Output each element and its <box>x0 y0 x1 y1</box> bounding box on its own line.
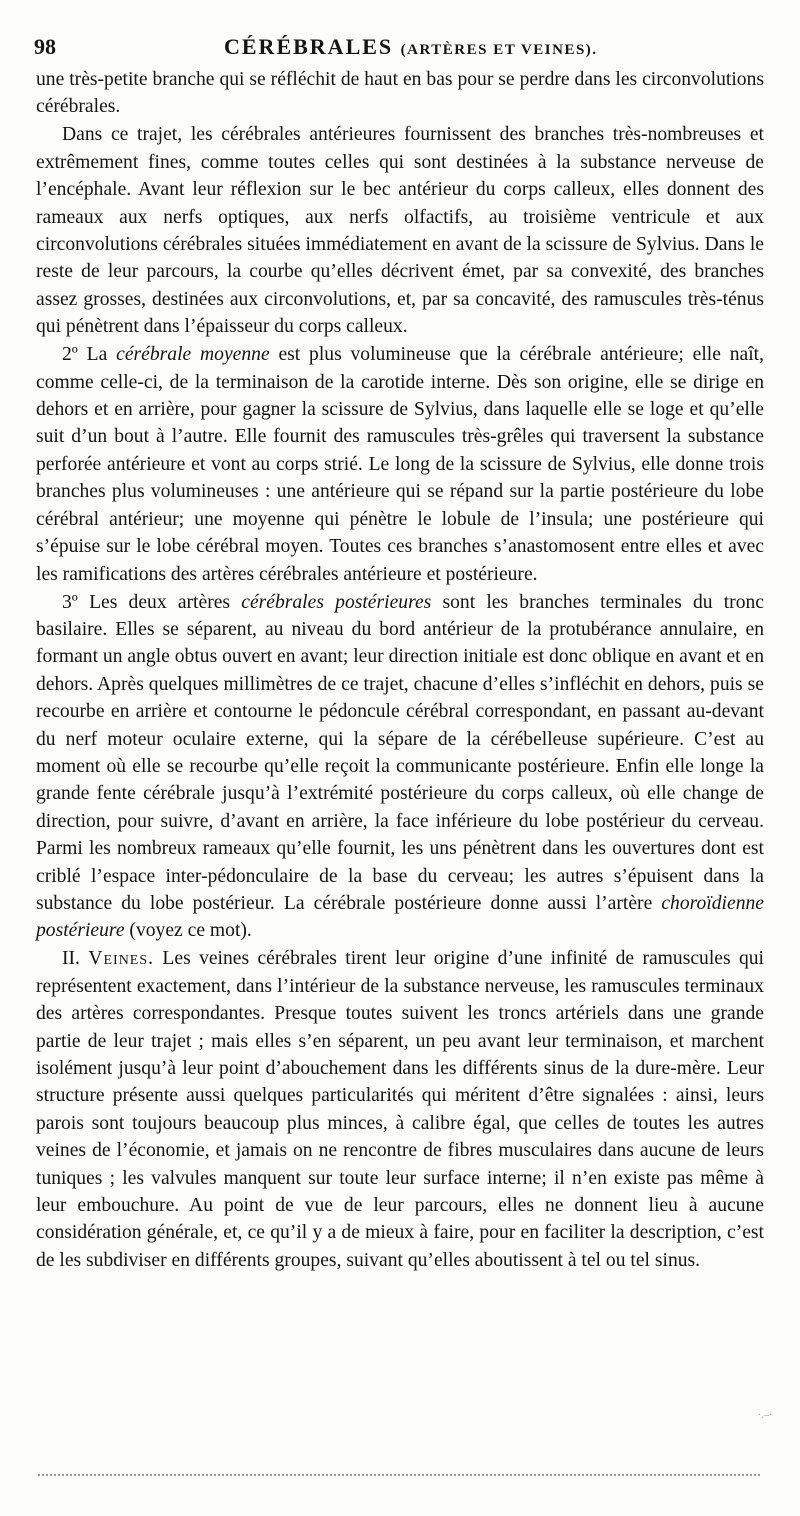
paragraph-posterior-cerebral <box>36 589 764 945</box>
bottom-rule <box>38 1474 760 1476</box>
running-title-sub: (ARTÈRES ET VEINES). <box>400 42 598 58</box>
italic-term: cérébrales postérieures <box>241 591 432 613</box>
body-text <box>36 66 764 1274</box>
paragraph-continuation: une très-petite branche qui se réfléchit de haut en bas pour se perdre dans les circonvolutions cérébrales. <box>36 69 764 118</box>
running-title-main: CÉRÉBRALES <box>224 34 394 59</box>
print-specks: ·.–· <box>758 1410 773 1421</box>
paragraph-suffix: (voyez ce mot). <box>124 920 252 942</box>
section-number: II. <box>62 948 89 970</box>
running-title <box>224 34 598 60</box>
running-head <box>34 30 774 60</box>
paragraph-prefix: 2º La <box>62 344 117 366</box>
italic-term: cérébrale moyenne <box>116 344 270 366</box>
paragraph-middle-cerebral <box>36 341 764 588</box>
paragraph-anterior-branches: Dans ce trajet, les cérébrales antérieures fournissent des branches très-nombreuses et extrêmement fines, comme toutes celles qui sont destinées à la substance nerveuse de l’encéphale. Avant leur réflexion sur le bec antérieur du corps calleux, elles donnent des rameaux aux nerfs optiques, aux nerfs olfactifs, au troisième ventricule et aux circonvolutions cérébrales situées immédiatement en avant de la scissure de Sylvius. Dans le reste de leur parcours, la courbe qu’elles décrivent émet, par sa convexité, des branches assez grosses, destinées aux circonvolutions, et, par sa concavité, des ramuscules très-ténus qui pénètrent dans l’épaisseur du corps calleux. <box>36 124 764 338</box>
paragraph-body: est plus volumineuse que la cérébrale antérieure; elle naît, comme celle-ci, de la terminaison de la carotide interne. Dès son origine, elle se dirige en dehors et en arrière, pour gagner la scissure de Sylvius, dans laquelle elle se loge et qu’elle suit d’un bout à l’autre. Elle fournit des ramuscules très-grêles qui traversent la substance perforée antérieure et vont au corps strié. Le long de la scissure de Sylvius, elle donne trois branches plus volumineuses : une antérieure qui se répand sur la partie postérieure du lobe cérébral antérieur; une moyenne qui pénètre le lobule de l’insula; une postérieure qui s’épuise sur le lobe cérébral moyen. Toutes ces branches s’anastomosent entre elles et avec les ramifications des artères cérébrales antérieure et postérieure. <box>36 344 764 585</box>
paragraph-veins <box>36 945 764 1274</box>
page-number: 98 <box>34 34 56 59</box>
italic-term-choroid: choroïdienne postérieure <box>36 892 764 942</box>
paragraph-body: Les veines cérébrales tirent leur origine d’une infinité de ramuscules qui représentent exactement, dans l’intérieur de la substance nerveuse, les ramuscules terminaux des artères correspondantes. Presque toutes suivent les troncs artériels dans une grande partie de leur trajet ; mais elles s’en séparent, un peu avant leur terminaison, et marchent isolément jusqu’à leur point d’abouchement dans les différents sinus de la dure-mère. Leur structure présente aussi quelques particularités qui méritent d’être signalées : ainsi, leurs parois sont toujours beaucoup plus minces, à calibre égal, que celles de toutes les autres veines de l’économie, et jamais on ne rencontre de fibres musculaires dans aucune de leurs tuniques ; les valvules manquent sur toute leur surface interne; il n’en existe pas même à leur embouchure. Au point de vue de leur parcours, elles ne donnent lieu à aucune considération générale, et, ce qu’il y a de mieux à faire, pour en faciliter la description, c’est de les subdiviser en différents groupes, suivant qu’elles aboutissent à tel ou tel sinus. <box>36 948 764 1271</box>
section-heading: Veines. <box>88 948 155 970</box>
paragraph-body: sont les branches terminales du tronc basilaire. Elles se séparent, au niveau du bord antérieur de la protubérance annulaire, en formant un angle obtus ouvert en avant; leur direction initiale est donc oblique en avant et en dehors. Après quelques millimètres de ce trajet, chacune d’elles s’infléchit en dehors, puis se recourbe en arrière et contourne le pédoncule cérébral correspondant, en passant au-devant du nerf moteur oculaire externe, qui la sépare de la cérébelleuse supérieure. C’est au moment où elle se recourbe qu’elle reçoit la communicante postérieure. Enfin elle longe la grande fente cérébrale jusqu’à l’extrémité postérieure du corps calleux, où elle change de direction, pour suivre, d’avant en arrière, la face inférieure du lobe postérieur du cerveau. Parmi les nombreux rameaux qu’elle fournit, les uns pénètrent dans les ouvertures dont est criblé l’espace inter-pédonculaire de la base du cerveau; les autres s’épuisent dans la substance du lobe postérieur. La cérébrale postérieure donne aussi l’artère <box>36 591 765 914</box>
paragraph-prefix: 3º Les deux artères <box>62 591 242 613</box>
